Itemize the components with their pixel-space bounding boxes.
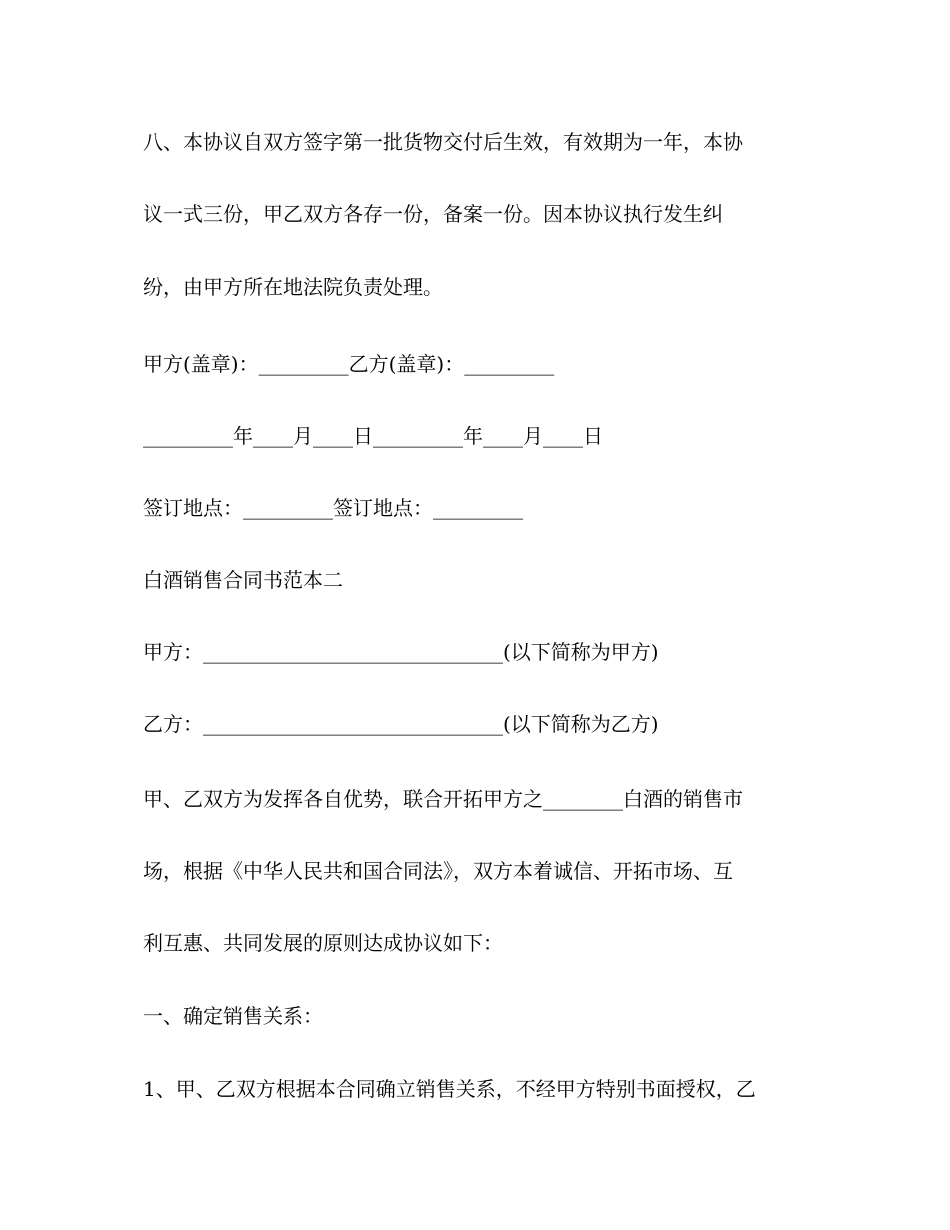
contract-template-2-title: 白酒销售合同书范本二 <box>143 568 343 592</box>
clause-8-line-3: 纷，由甲方所在地法院负责处理。 <box>143 275 443 299</box>
signature-seal-line: 甲方(盖章)：_________乙方(盖章)：_________ <box>143 352 555 376</box>
preamble-line-1: 甲、乙双方为发挥各自优势，联合开拓甲方之________白酒的销售市 <box>143 787 743 811</box>
section-1-item-1-line-1: 1、甲、乙双方根据本合同确立销售关系，不经甲方特别书面授权，乙 <box>143 1077 756 1101</box>
signing-place-line: 签订地点：_________签订地点：_________ <box>143 496 523 520</box>
signature-date-line: _________年____月____日_________年____月____日 <box>143 424 603 448</box>
clause-8-line-2: 议一式三份，甲乙双方各存一份，备案一份。因本协议执行发生纠 <box>143 202 723 226</box>
section-1-heading: 一、确定销售关系： <box>143 1004 323 1028</box>
preamble-line-2: 场，根据《中华人民共和国合同法》，双方本着诚信、开拓市场、互 <box>143 859 733 883</box>
preamble-line-3: 利互惠、共同发展的原则达成协议如下： <box>143 931 503 955</box>
party-a-line: 甲方：______________________________(以下简称为甲方) <box>143 640 659 664</box>
clause-8-line-1: 八、本协议自双方签字第一批货物交付后生效，有效期为一年，本协 <box>143 130 743 154</box>
party-b-line: 乙方：______________________________(以下简称为乙方) <box>143 712 659 736</box>
